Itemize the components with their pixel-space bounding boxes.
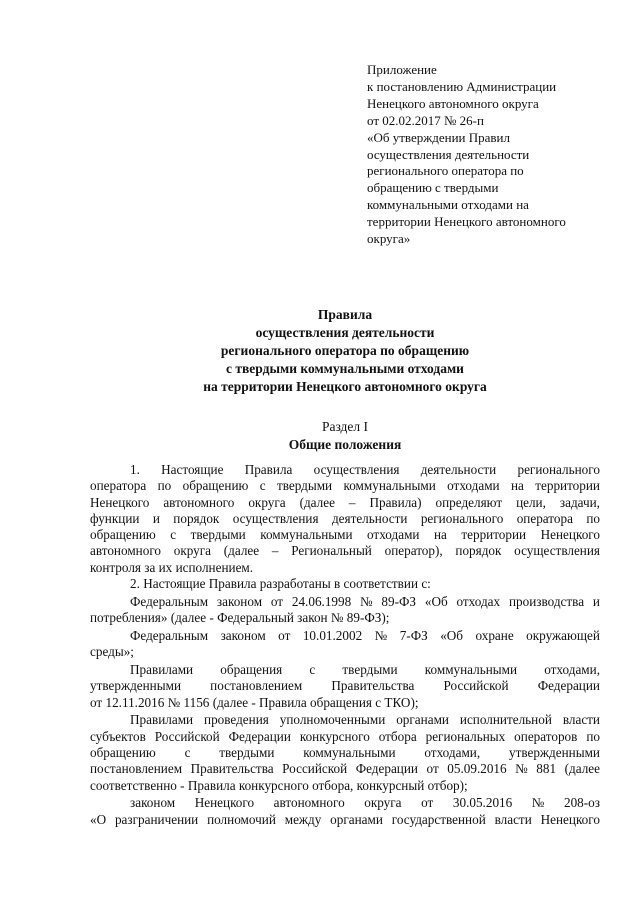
- word: 208-оз: [563, 795, 600, 811]
- annex-line: обращению с твердыми: [367, 180, 499, 196]
- word: на: [510, 478, 524, 494]
- word: проведения: [204, 712, 269, 728]
- word: задачи,: [559, 494, 600, 510]
- word: регионального: [420, 510, 504, 526]
- word: 89-ФЗ: [381, 593, 417, 609]
- word: органами: [330, 811, 383, 827]
- word: с: [309, 662, 316, 678]
- word: осуществления: [514, 543, 600, 559]
- word: оператор),: [384, 543, 443, 559]
- word: осуществления: [313, 462, 400, 477]
- word: территории: [461, 527, 527, 543]
- word: Настоящие: [161, 462, 224, 477]
- word: 24.06.1998: [291, 593, 352, 609]
- word: 1.: [130, 462, 140, 477]
- word: и: [152, 510, 160, 526]
- word: автономного: [273, 795, 345, 811]
- word: №: [531, 795, 545, 811]
- word: №: [374, 627, 388, 643]
- word: утвержденными: [508, 745, 600, 761]
- word: коммунальными: [424, 662, 518, 678]
- word: –: [348, 494, 356, 510]
- word: и: [592, 593, 600, 609]
- paragraph-line: [90, 712, 600, 728]
- word: Федерации: [537, 678, 600, 694]
- word: субъектов: [90, 728, 146, 744]
- word: между: [284, 811, 322, 827]
- title-line: с твердыми коммунальными отходами: [226, 361, 464, 376]
- paragraph-line: [90, 745, 600, 761]
- paragraph-line: 2. Настоящие Правила разработаны в соответствии с:: [130, 576, 431, 592]
- word: Правилами: [130, 662, 194, 678]
- title-line: осуществления деятельности: [255, 325, 435, 340]
- title-line: регионального оператора по обращению: [220, 343, 470, 358]
- paragraph-line: [90, 662, 600, 678]
- word: с: [184, 745, 191, 761]
- word: обращения: [220, 662, 283, 678]
- word: Российской: [443, 678, 509, 694]
- word: территории: [535, 478, 600, 494]
- annex-line: коммунальными отходами на: [367, 197, 529, 213]
- word: твердыми: [342, 662, 398, 678]
- word: законом: [216, 593, 263, 609]
- word: обращению: [182, 478, 249, 494]
- word: постановлением: [90, 761, 183, 777]
- word: отходами,: [424, 745, 481, 761]
- paragraph-line: [90, 594, 600, 610]
- word: оператора: [516, 510, 573, 526]
- word: власти: [494, 811, 532, 827]
- word: функции: [90, 510, 140, 526]
- word: Правительства: [190, 761, 274, 777]
- title-line: Правила: [317, 307, 373, 322]
- word: «О: [90, 811, 107, 827]
- paragraph-line: [90, 462, 600, 478]
- word: (далее: [564, 761, 600, 777]
- word: законом: [220, 627, 266, 643]
- paragraph-line: контроля за их исполнением.: [90, 559, 254, 575]
- word: «Об: [440, 627, 464, 643]
- annex-line: Приложение: [367, 62, 437, 77]
- paragraph-line: соответственно - Правила конкурсного отбора, конкурсный отбор);: [90, 777, 468, 793]
- paragraph-line: [90, 795, 600, 811]
- word: округа: [173, 543, 212, 559]
- word: отходами: [367, 527, 420, 543]
- word: по: [586, 728, 600, 744]
- word: от: [426, 761, 439, 777]
- word: обращению: [90, 527, 156, 543]
- word: с: [170, 527, 177, 543]
- word: региональных: [425, 728, 506, 744]
- word: деятельности: [331, 510, 408, 526]
- word: органами: [396, 712, 449, 728]
- word: Правительства: [331, 678, 415, 694]
- word: Российской: [154, 728, 220, 744]
- word: постановлением: [210, 678, 303, 694]
- section-header: [90, 418, 600, 454]
- word: порядок: [455, 543, 502, 559]
- paragraph-line: [90, 678, 600, 694]
- word: цели,: [516, 494, 546, 510]
- word: автономного: [163, 494, 235, 510]
- word: конкурсного: [299, 728, 370, 744]
- word: автономного: [90, 543, 162, 559]
- word: коммунальными: [303, 745, 396, 761]
- paragraph-line: среды»;: [90, 644, 134, 660]
- section-heading: Общие положения: [288, 437, 402, 452]
- word: на: [433, 527, 447, 543]
- paragraph-line: [90, 511, 600, 527]
- word: от: [270, 593, 284, 609]
- word: коммунальными: [343, 478, 436, 494]
- document-title: [90, 306, 600, 396]
- word: охране: [475, 627, 514, 643]
- paragraph-line: [90, 628, 600, 644]
- word: власти: [562, 712, 600, 728]
- word: Ненецкого: [90, 494, 150, 510]
- word: твердыми: [190, 527, 246, 543]
- title-line: на территории Ненецкого автономного округа: [203, 379, 487, 394]
- annex-line: округа»: [367, 231, 411, 247]
- annex-line: «Об утверждении Правил: [367, 129, 510, 145]
- annex-line: Ненецкого автономного округа: [367, 95, 539, 111]
- word: с: [259, 478, 266, 494]
- word: Региональный: [291, 543, 372, 559]
- word: Федеральным: [130, 593, 209, 609]
- word: от: [278, 627, 291, 643]
- annex-line: к постановлению Администрации: [367, 78, 557, 94]
- word: (далее: [299, 494, 335, 510]
- word: –: [271, 543, 279, 559]
- word: государственной: [391, 811, 486, 827]
- paragraph-line: [90, 761, 600, 777]
- word: Правила: [244, 462, 293, 477]
- paragraph-line: [90, 812, 600, 828]
- word: Ненецкого: [540, 811, 600, 827]
- word: полномочий: [207, 811, 276, 827]
- word: отходами,: [544, 662, 600, 678]
- word: законом: [130, 795, 176, 811]
- word: от: [421, 795, 434, 811]
- annex-header: [367, 62, 612, 248]
- word: уполномоченными: [279, 712, 386, 728]
- word: Ненецкого: [540, 527, 600, 543]
- word: отходах: [456, 593, 501, 609]
- paragraph-line: от 12.11.2016 № 1156 (далее - Правила обращения с ТКО);: [90, 694, 419, 710]
- word: исполнительной: [459, 712, 552, 728]
- word: обращению: [90, 745, 156, 761]
- paragraph-line: [90, 527, 600, 543]
- word: 881: [536, 761, 557, 777]
- annex-line: территории Ненецкого автономного: [367, 214, 566, 230]
- word: порядок: [173, 510, 220, 526]
- word: Федерации: [228, 728, 291, 744]
- word: твердыми: [219, 745, 275, 761]
- word: 7-ФЗ: [399, 627, 428, 643]
- word: округа: [364, 795, 402, 811]
- word: деятельности: [420, 462, 497, 477]
- word: Федерации: [355, 761, 418, 777]
- word: определяют: [435, 494, 503, 510]
- paragraph-line: [90, 495, 600, 511]
- word: Российской: [282, 761, 348, 777]
- annex-line: от 02.02.2017 № 26-п: [367, 112, 484, 128]
- annex-line: регионального оператора по: [367, 163, 524, 179]
- word: 30.05.2016: [452, 795, 513, 811]
- word: №: [360, 593, 373, 609]
- annex-line: осуществления деятельности: [367, 146, 530, 162]
- word: коммунальными: [260, 527, 353, 543]
- section-number: Раздел I: [321, 419, 369, 434]
- word: №: [515, 761, 528, 777]
- word: Правила): [369, 494, 422, 510]
- paragraph-line: [90, 478, 600, 494]
- body-text: [90, 462, 600, 828]
- word: по: [157, 478, 172, 494]
- word: операторов: [514, 728, 578, 744]
- word: оператора: [90, 478, 147, 494]
- word: регионального: [517, 462, 600, 477]
- word: 10.01.2002: [302, 627, 363, 643]
- paragraph-line: потребления» (далее - Федеральный закон № 89-ФЗ);: [90, 610, 390, 626]
- word: твердыми: [276, 478, 333, 494]
- word: Правилами: [130, 712, 194, 728]
- word: (далее: [223, 543, 260, 559]
- word: разграничении: [114, 811, 199, 827]
- word: отходами: [447, 478, 500, 494]
- word: округа: [248, 494, 286, 510]
- paragraph-line: [90, 543, 600, 559]
- word: окружающей: [526, 627, 600, 643]
- paragraph-line: [90, 729, 600, 745]
- word: отбора: [378, 728, 417, 744]
- word: утвержденными: [90, 678, 182, 694]
- word: по: [586, 510, 600, 526]
- word: «Об: [424, 593, 448, 609]
- word: Федеральным: [130, 627, 209, 643]
- word: Ненецкого: [194, 795, 255, 811]
- word: 05.09.2016: [447, 761, 507, 777]
- word: осуществления: [232, 510, 319, 526]
- word: производства: [508, 593, 585, 609]
